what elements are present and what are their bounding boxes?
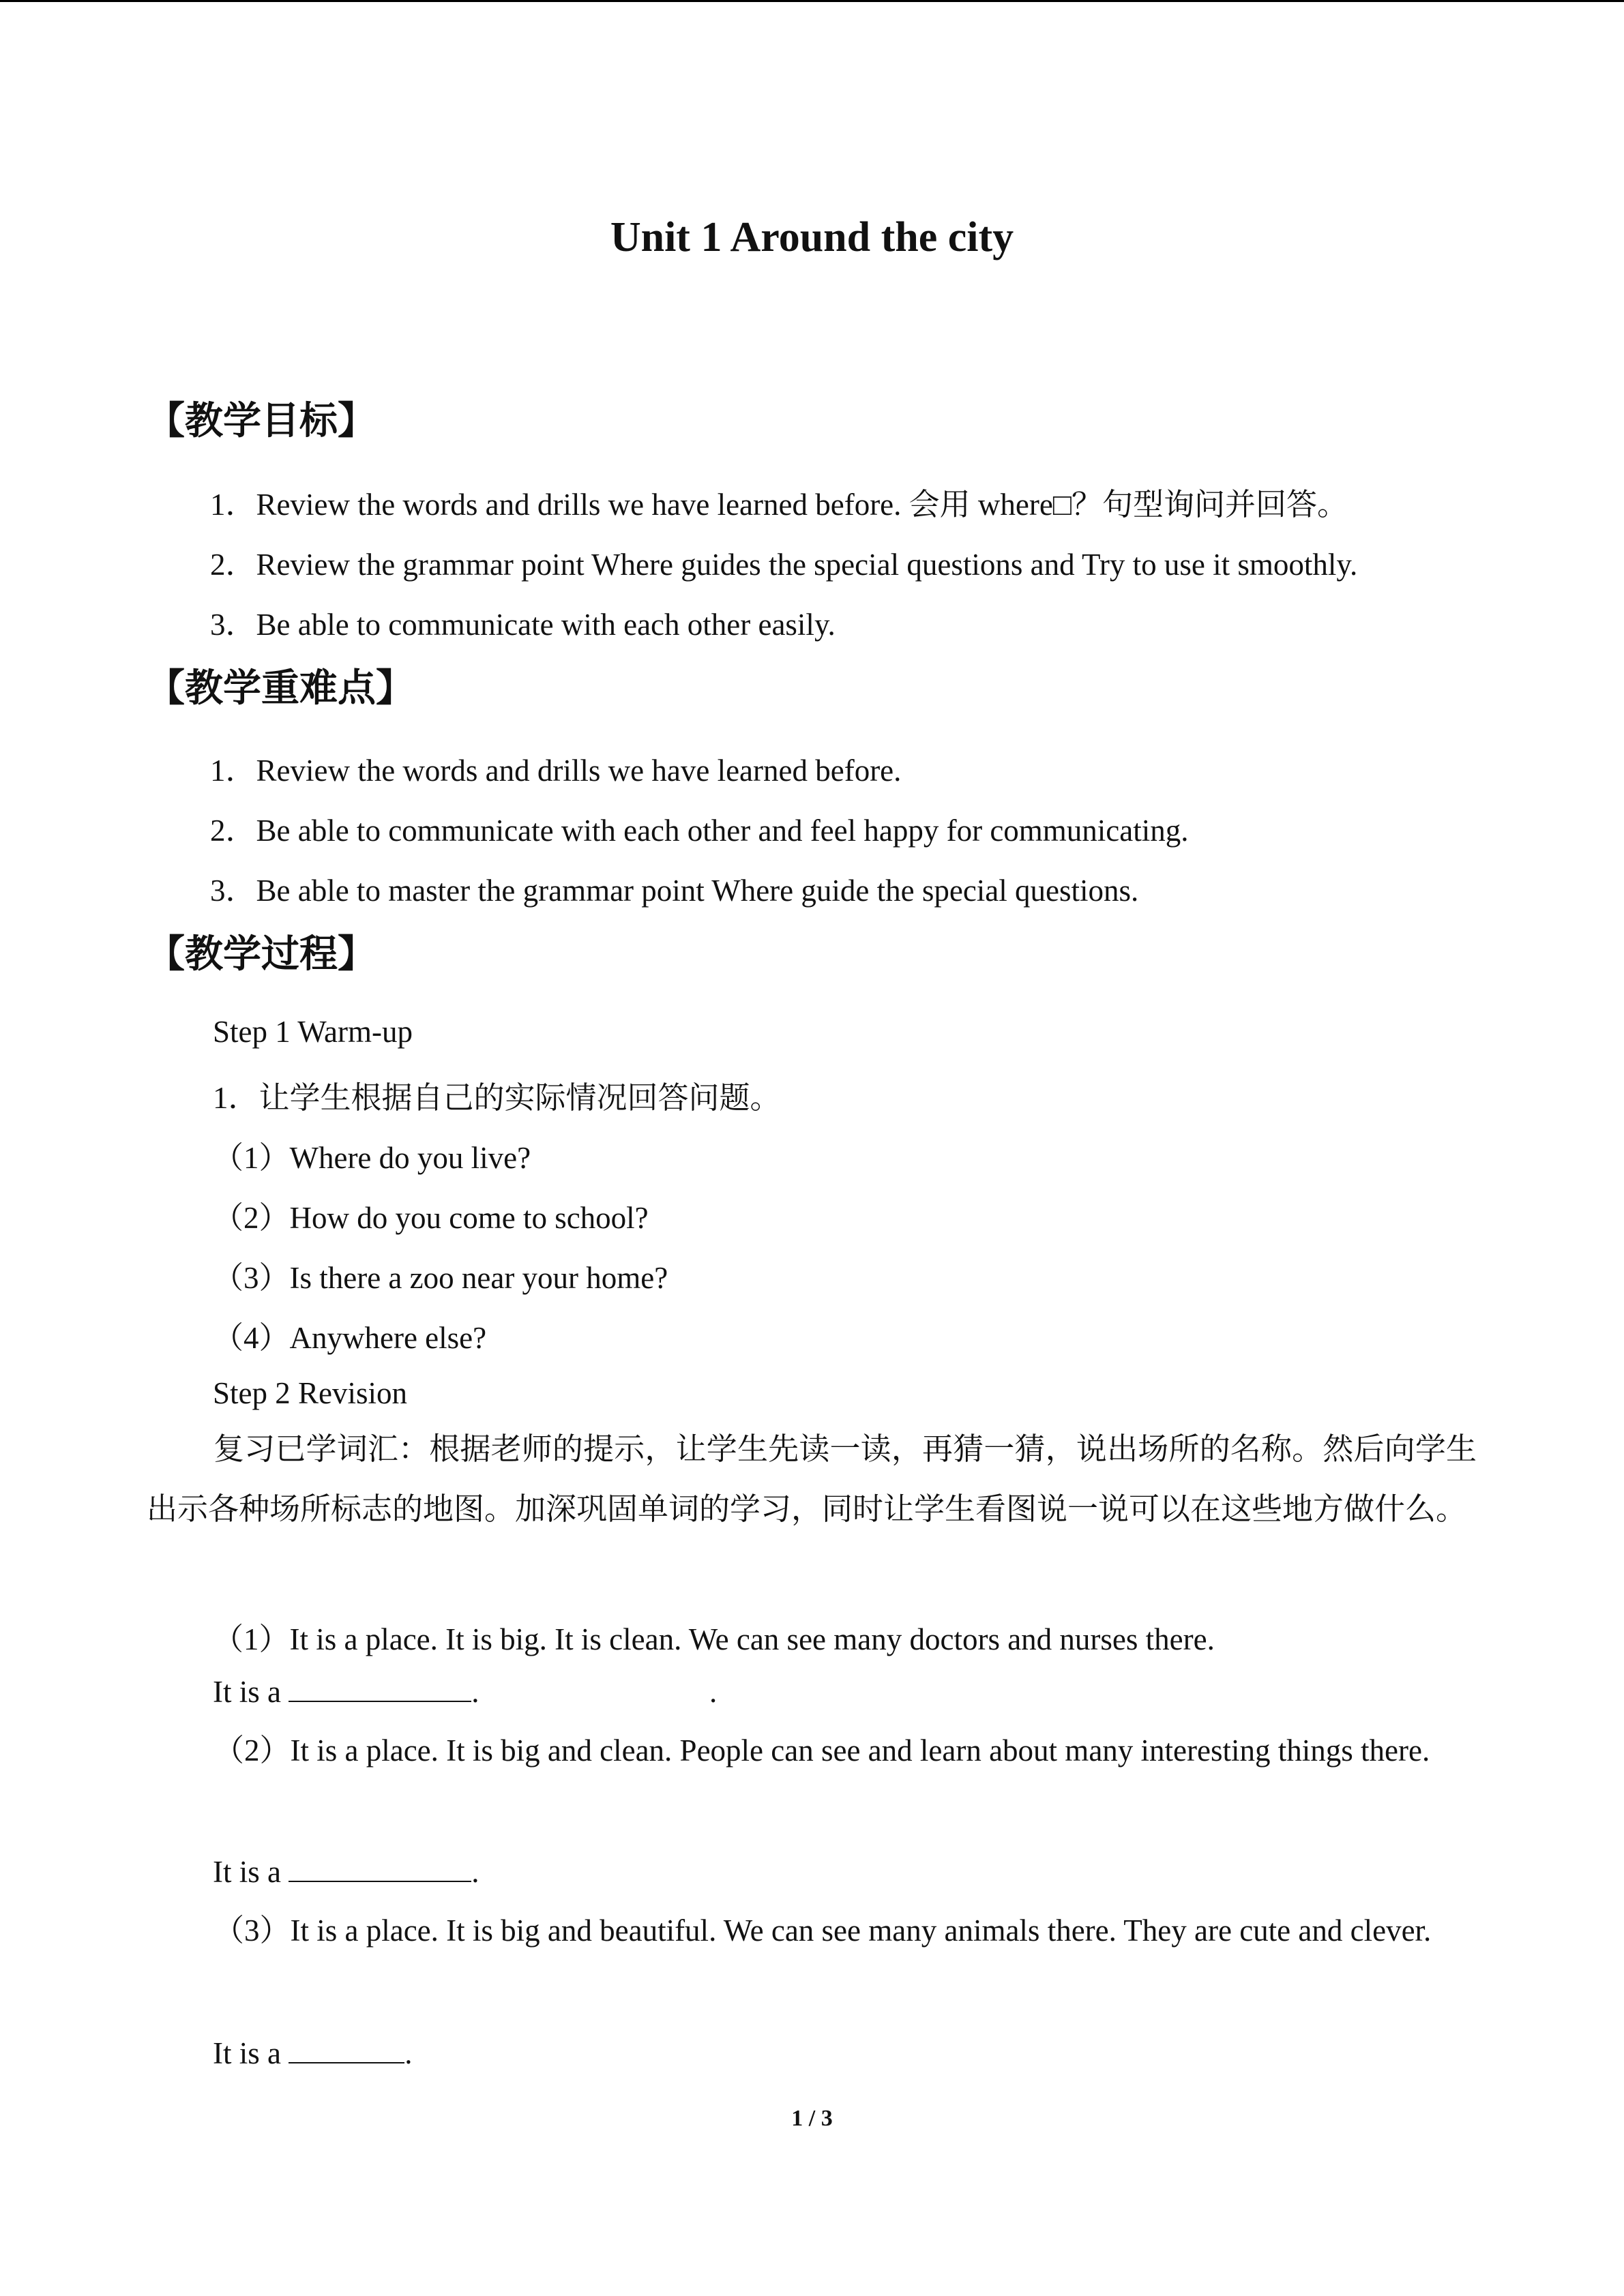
step1-title: Step 1 Warm-up — [213, 1015, 413, 1049]
answer-suffix: . — [471, 1675, 479, 1709]
section-heading-key-points: 【教学重难点】 — [147, 666, 414, 711]
step1-question-2: （2）How do you come to school? — [213, 1201, 649, 1235]
document-title: Unit 1 Around the city — [610, 214, 1014, 260]
section-heading-process: 【教学过程】 — [147, 932, 376, 976]
answer-blank[interactable] — [289, 1855, 471, 1882]
answer-suffix: . — [471, 1855, 479, 1889]
answer-blank[interactable] — [289, 1675, 471, 1702]
riddle-1-answer-line — [213, 1674, 479, 1710]
step1-question-3: （3）Is there a zoo near your home? — [213, 1261, 668, 1295]
step2-title: Step 2 Revision — [213, 1376, 408, 1410]
riddle-2-text: （2）It is a place. It is big and clean. People can see and learn about many interesting things there. — [213, 1733, 1430, 1768]
riddle-1-text: （1）It is a place. It is big. It is clean. We can see many doctors and nurses there. — [213, 1622, 1215, 1656]
stray-period: . — [709, 1675, 718, 1709]
objective-item-3: 3．Be able to communicate with each other easily. — [210, 608, 836, 642]
riddle-3-answer-line — [213, 2036, 412, 2071]
step1-question-4: （4）Anywhere else? — [213, 1321, 487, 1355]
page-indicator: 1 / 3 — [791, 2106, 833, 2131]
section-heading-objectives: 【教学目标】 — [147, 399, 376, 443]
step1-instruction: 1．让学生根据自己的实际情况回答问题。 — [213, 1081, 781, 1115]
riddle-2-answer-line — [213, 1854, 479, 1890]
objective-item-1: 1．Review the words and drills we have learned before. 会用 where□？句型询问并回答。 — [210, 488, 1348, 522]
key-point-item-3: 3．Be able to master the grammar point Where guide the special questions. — [210, 874, 1139, 908]
key-point-item-2: 2．Be able to communicate with each other and feel happy for communicating. — [210, 814, 1189, 848]
answer-suffix: . — [404, 2036, 413, 2070]
objective-item-2: 2．Review the grammar point Where guides the special questions and Try to use it smoothly. — [210, 548, 1358, 582]
answer-prefix: It is a — [213, 1855, 289, 1889]
answer-prefix: It is a — [213, 2036, 289, 2070]
riddle-3-text: （3）It is a place. It is big and beautiful. We can see many animals there. They are cute and clever. — [213, 1913, 1432, 1948]
key-point-item-1: 1．Review the words and drills we have learned before. — [210, 754, 902, 788]
answer-prefix: It is a — [213, 1675, 289, 1709]
step1-question-1: （1）Where do you live? — [213, 1141, 531, 1175]
step2-description: 复习已学词汇：根据老师的提示，让学生先读一读，再猜一猜，说出场所的名称。然后向学生出示各种场所标志的地图。加深巩固单词的学习，同时让学生看图说一说可以在这些地方做什么。 — [147, 1432, 1477, 1526]
answer-blank[interactable] — [289, 2036, 404, 2063]
